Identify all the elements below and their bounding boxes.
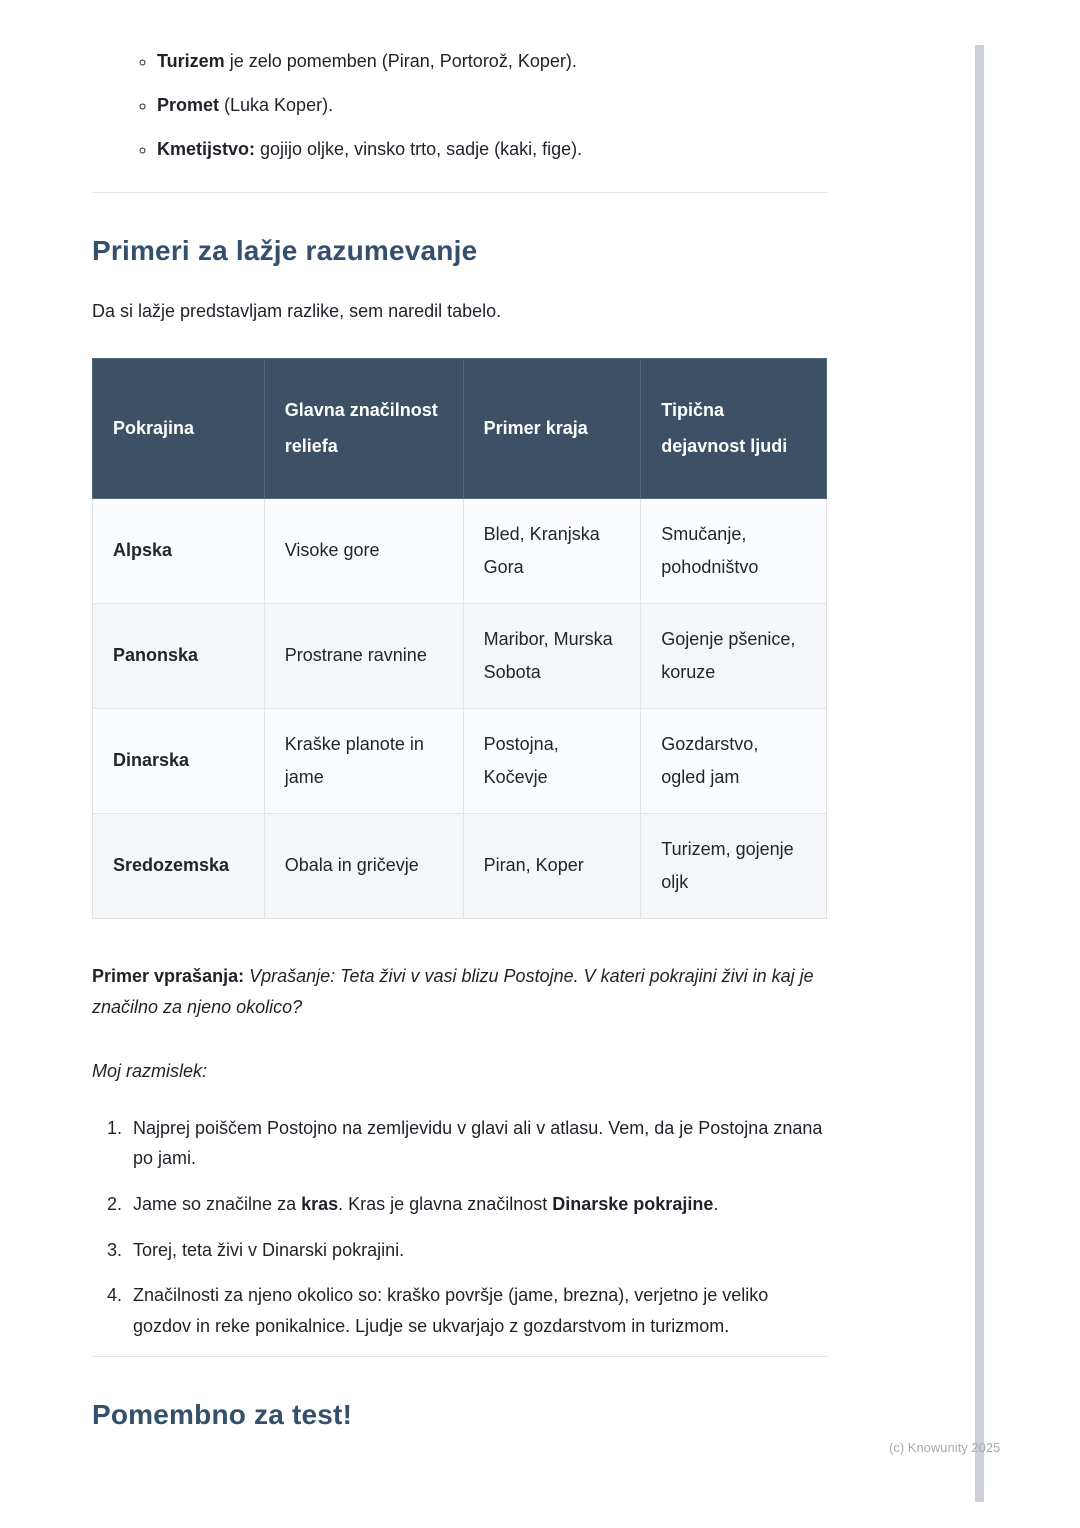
table-header-dejavnost: Tipična dejavnost ljudi: [641, 358, 827, 498]
table-row-sredozemska: [93, 813, 827, 918]
intro-paragraph: Da si lažje predstavljam razlike, sem naredil tabelo.: [92, 301, 502, 322]
table-cell: Gozdarstvo, ogled jam: [641, 708, 827, 813]
scrollbar[interactable]: [975, 45, 984, 1502]
table-row-panonska: [93, 603, 827, 708]
section-heading-test: Pomembno za test!: [92, 1399, 353, 1431]
table-cell: Piran, Koper: [463, 813, 641, 918]
bullet-text: (Luka Koper).: [219, 94, 334, 115]
bullet-item-promet: [157, 92, 827, 120]
table-header-pokrajina: Pokrajina: [93, 358, 265, 498]
section-divider: [92, 1356, 827, 1357]
table-cell: Sredozemska: [93, 813, 265, 918]
bullet-text: gojijo oljke, vinsko trto, sadje (kaki, fige).: [255, 138, 583, 159]
table-cell: Gojenje pšenice, koruze: [641, 603, 827, 708]
table-cell: Kraške planote in jame: [264, 708, 463, 813]
bullet-text: je zelo pomemben (Piran, Portorož, Koper).: [224, 51, 577, 71]
bullet-item-kmetijstvo: [157, 136, 827, 164]
table-cell: Alpska: [93, 498, 265, 603]
table-cell: Maribor, Murska Sobota: [463, 603, 641, 708]
step-item-4: [127, 1280, 827, 1341]
reasoning-steps-list: [92, 1113, 827, 1342]
section-heading-examples: Primeri za lažje razumevanje: [92, 234, 478, 266]
table-header-primer-kraja: Primer kraja: [463, 358, 641, 498]
table-cell: Dinarska: [93, 708, 265, 813]
table-cell: Smučanje, pohodništvo: [641, 498, 827, 603]
thinking-label: Moj razmislek:: [92, 1061, 208, 1082]
step-text: . Kras je glavna značilnost: [338, 1193, 553, 1214]
document-content: [92, 48, 827, 1437]
bullet-item-turizem: [157, 48, 827, 76]
bullet-term: Turizem: [157, 51, 225, 71]
step-text: Torej, teta živi v Dinarski pokrajini.: [133, 1239, 405, 1260]
example-question-text: Vprašanje: Teta živi v vasi blizu Postojne. V kateri pokrajini živi in kaj je značilno za njeno okolico?: [92, 965, 814, 1017]
bullet-term: Kmetijstvo:: [157, 138, 256, 159]
regions-table: [92, 358, 827, 919]
bullet-term: Promet: [157, 94, 220, 115]
table-cell: Postojna, Kočevje: [463, 708, 641, 813]
step-text: .: [713, 1193, 719, 1214]
example-question-paragraph: [92, 961, 827, 1022]
step-item-2: [127, 1189, 827, 1220]
step-bold-term: kras: [301, 1193, 339, 1214]
table-cell: Visoke gore: [264, 498, 463, 603]
table-header-relief: Glavna značilnost reliefa: [264, 358, 463, 498]
table-cell: Panonska: [93, 603, 265, 708]
step-bold-term: Dinarske pokrajine: [552, 1193, 714, 1214]
table-row-dinarska: [93, 708, 827, 813]
step-text: Najprej poiščem Postojno na zemljevidu v glavi ali v atlasu. Vem, da je Postojna znana po jami.: [133, 1117, 823, 1169]
step-item-1: [127, 1113, 827, 1174]
bullet-list: [92, 48, 827, 164]
table-cell: Obala in gričevje: [264, 813, 463, 918]
watermark: (c) Knowunity 2025: [889, 1440, 1001, 1455]
step-text: Značilnosti za njeno okolico so: kraško površje (jame, brezna), verjetno je veliko gozdov in reke ponikalnice. Ljudje se ukvarjajo z gozdarstvom in turizmom.: [133, 1285, 769, 1336]
step-text: Jame so značilne za: [133, 1193, 302, 1214]
table-cell: Bled, Kranjska Gora: [463, 498, 641, 603]
section-divider: [92, 192, 827, 193]
table-header-row: [93, 358, 827, 498]
table-row-alpska: [93, 498, 827, 603]
table-cell: Turizem, gojenje oljk: [641, 813, 827, 918]
step-item-3: [127, 1235, 827, 1266]
table-cell: Prostrane ravnine: [264, 603, 463, 708]
example-question-label: Primer vprašanja:: [92, 965, 245, 986]
